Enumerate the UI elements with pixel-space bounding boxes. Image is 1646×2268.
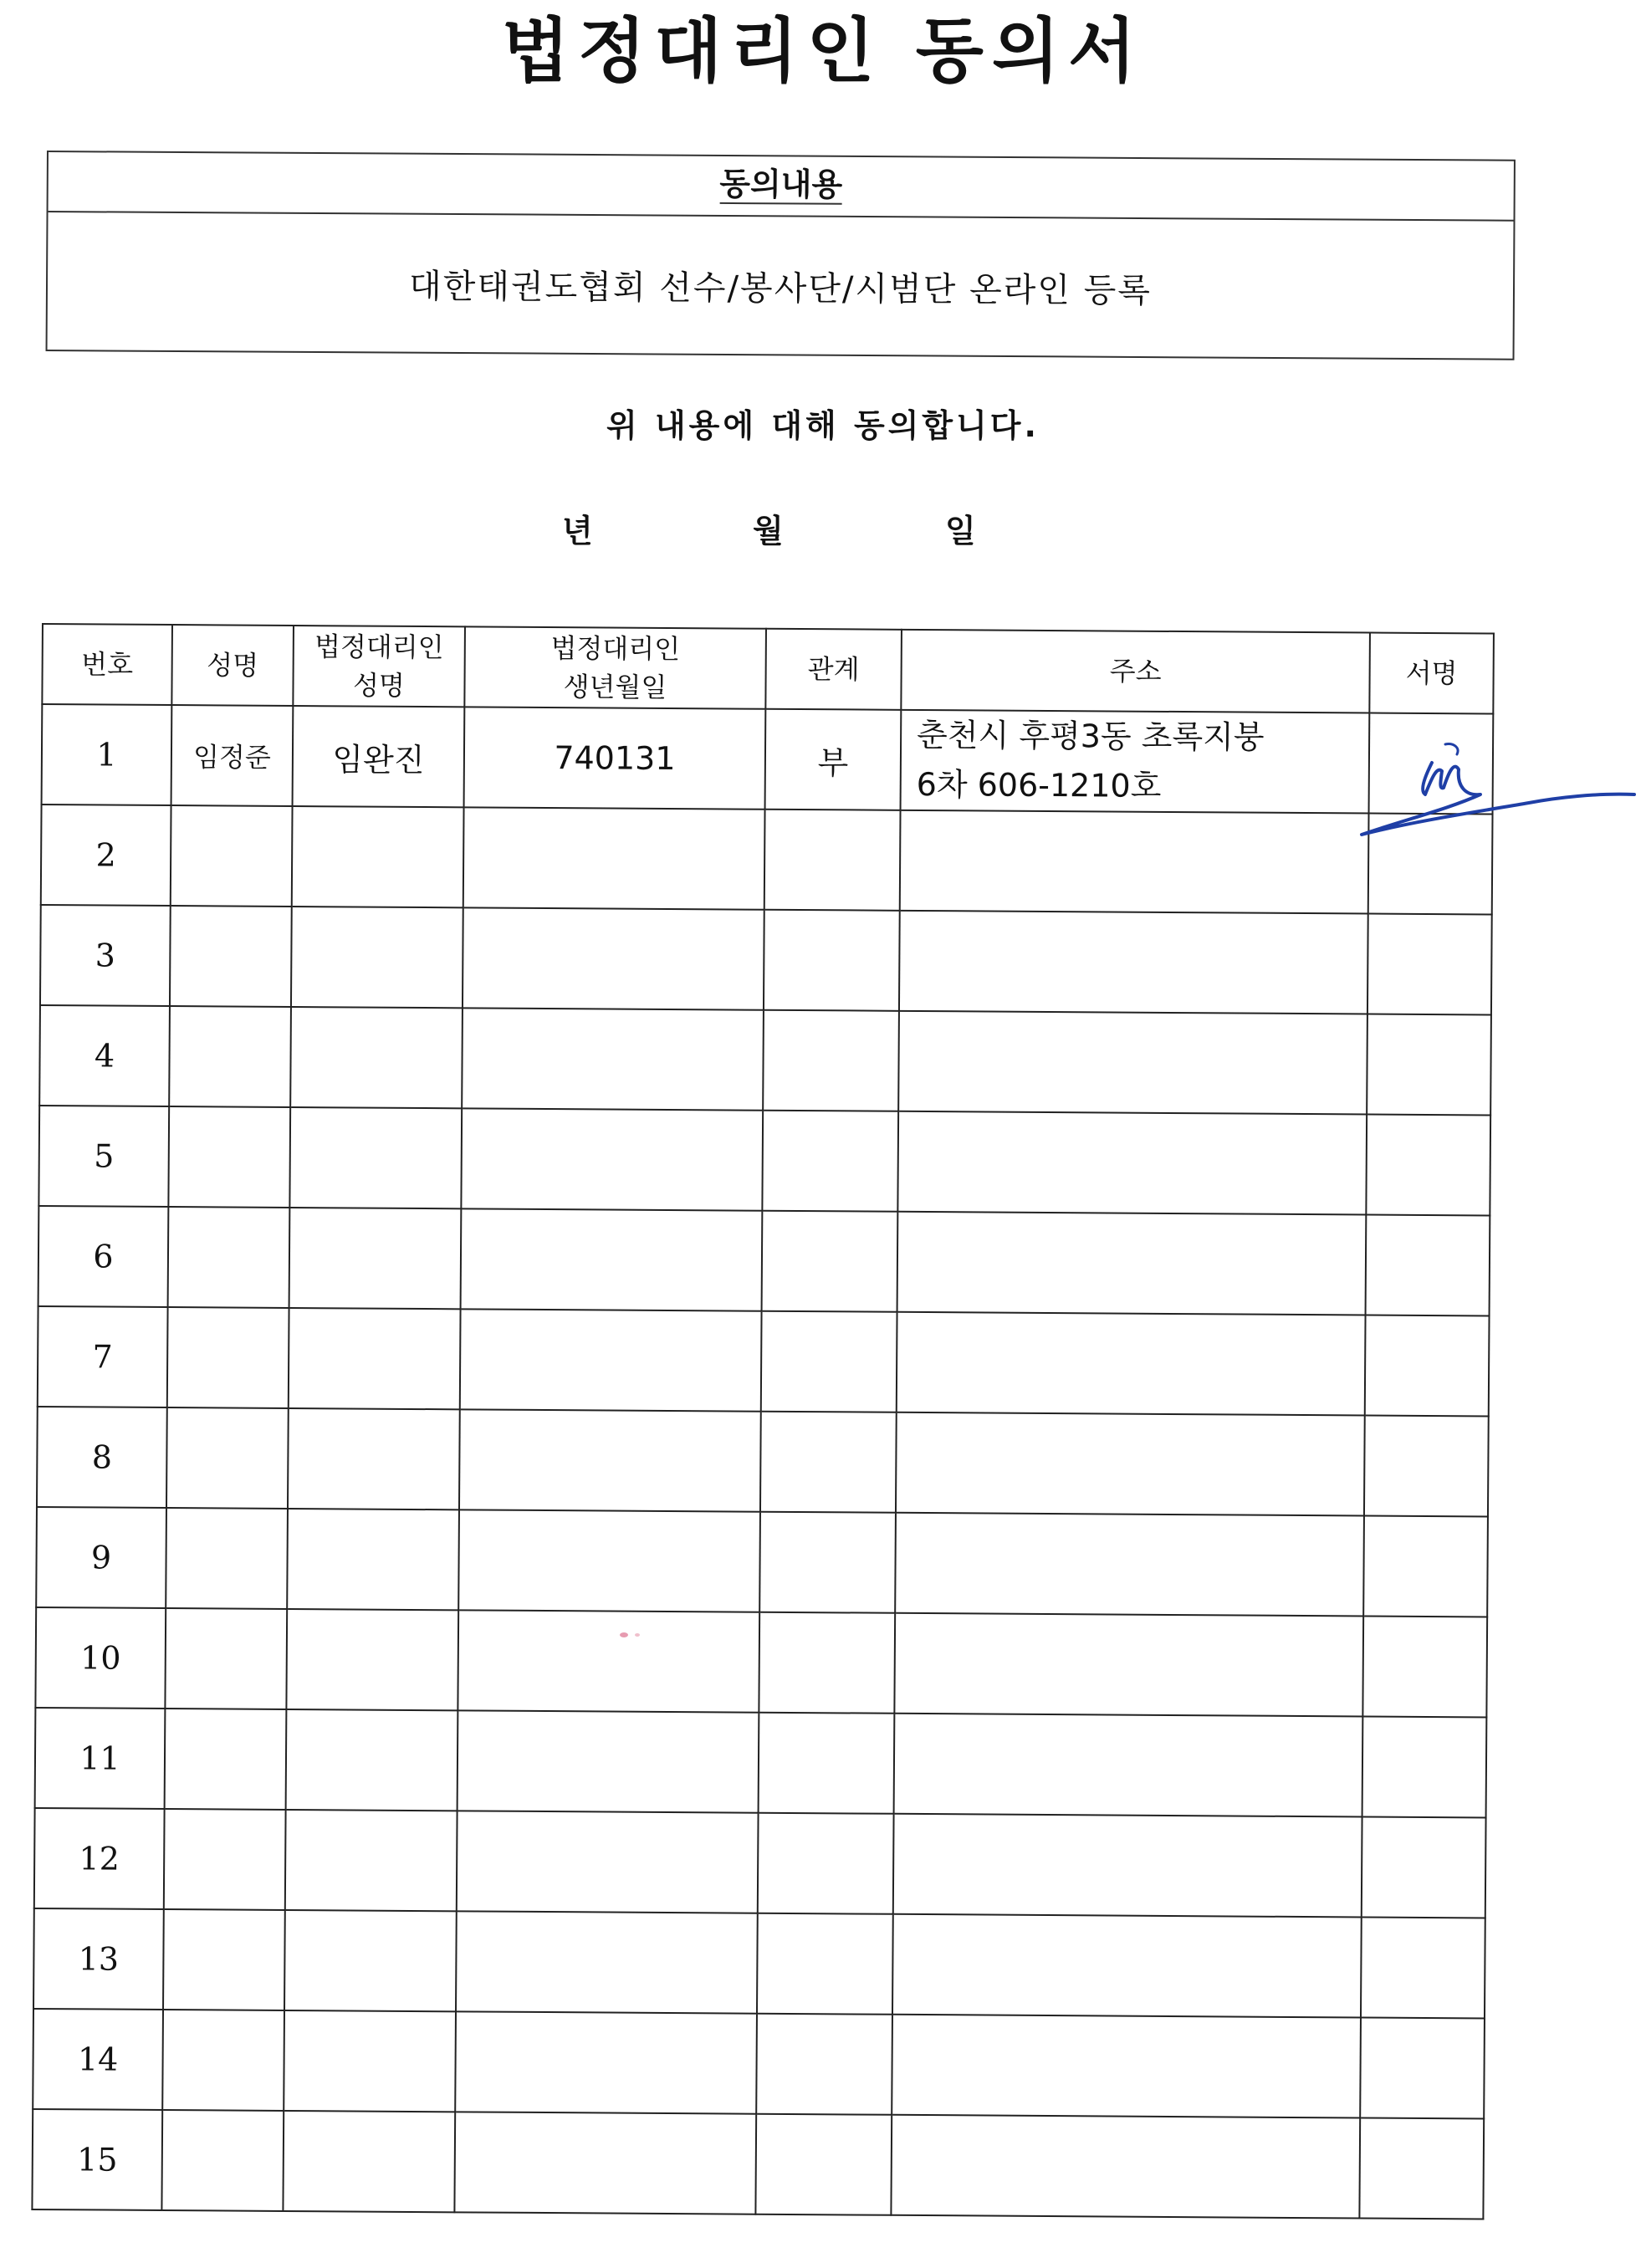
cell-no: 14 [33,2009,163,2110]
cell-address [894,1613,1363,1717]
header-address: 주소 [901,630,1370,713]
cell-guardian-birth [455,2011,757,2113]
cell-name [162,2010,284,2111]
header-guardian-name-line2: 성명 [352,669,406,702]
cell-name [166,1508,288,1609]
cell-guardian-name [289,1308,461,1409]
consent-box [46,151,1516,360]
cell-relation [759,1512,896,1613]
agreement-statement: 위 내용에 대해 동의합니다. [606,407,1040,444]
cell-signature[interactable] [1362,1817,1486,1918]
header-name: 성명 [171,625,294,706]
cell-no: 5 [38,1106,169,1207]
cell-relation [755,2114,892,2215]
cell-name [165,1709,287,1810]
cell-no: 4 [39,1005,170,1106]
cell-relation [763,1010,899,1111]
cell-relation [756,2014,892,2115]
consent-header-label: 동의내용 [719,166,843,203]
cell-guardian-name [289,1208,462,1309]
cell-guardian-birth [454,2112,756,2214]
cell-guardian-birth [462,1008,764,1110]
consent-header [49,152,1514,222]
cell-no: 13 [33,1908,164,2010]
cell-guardian-name [290,1007,463,1108]
cell-address [898,1011,1367,1115]
cell-relation [764,810,901,911]
date-month-label: 월 [753,513,784,549]
guardian-table [31,623,1495,2219]
cell-name: 임정준 [171,705,294,806]
cell-signature[interactable] [1362,1617,1487,1718]
cell-name [169,1006,291,1107]
cell-guardian-name [286,1709,458,1811]
cell-signature[interactable] [1367,1014,1491,1116]
cell-guardian-name [291,907,463,1008]
cell-no: 1 [42,704,172,805]
cell-guardian-birth [463,907,764,1009]
cell-guardian-birth [463,807,765,909]
cell-relation [759,1713,895,1814]
cell-relation [757,1913,893,2015]
cell-relation: 부 [765,709,902,810]
consent-content: 대한태권도협회 선수/봉사단/시범단 온라인 등록 [408,267,1153,310]
cell-no: 6 [38,1206,169,1307]
cell-address [894,1714,1363,1817]
cell-address [891,2115,1360,2219]
table-row [41,805,1493,915]
cell-address [897,1212,1367,1315]
header-signature: 서명 [1369,633,1494,714]
table-row [38,1106,1490,1216]
cell-address [895,1513,1364,1617]
cell-address [896,1412,1365,1516]
header-no: 번호 [42,624,172,705]
cell-name [166,1407,289,1509]
cell-guardian-name [284,1910,457,2011]
cell-guardian-birth: 740131 [464,707,766,809]
cell-signature[interactable] [1364,1416,1489,1517]
cell-guardian-birth [457,1811,759,1913]
cell-guardian-birth [458,1710,759,1812]
cell-name [168,1207,290,1308]
table-row [40,905,1492,1015]
cell-address [899,911,1368,1014]
cell-guardian-name [283,2111,455,2212]
cell-address [897,1312,1366,1416]
cell-guardian-birth [459,1409,761,1511]
ink-smudge [617,1631,642,1639]
cell-signature[interactable] [1361,1917,1485,2018]
cell-relation [762,1111,898,1212]
cell-name [164,1809,286,1910]
cell-address [897,1111,1367,1215]
cell-relation [760,1412,897,1513]
cell-guardian-name: 임완진 [293,706,465,807]
cell-name [165,1608,287,1709]
cell-signature[interactable] [1367,914,1492,1015]
cell-no: 9 [36,1507,166,1608]
table-row [38,1206,1490,1316]
cell-no: 12 [34,1808,165,1909]
date-year-label: 년 [562,513,593,549]
cell-no: 3 [40,905,171,1006]
table-row [42,704,1494,815]
header-guardian-birth [464,626,766,708]
cell-no: 8 [37,1407,167,1508]
cell-address [901,710,1370,814]
cell-relation [762,1211,898,1312]
cell-signature[interactable] [1360,2017,1485,2118]
date-day-label: 일 [945,513,976,549]
table-row [32,2109,1484,2219]
cell-no: 2 [41,805,171,906]
cell-name [171,805,293,907]
cell-name [170,906,292,1007]
cell-relation [761,1311,897,1412]
table-row [34,1808,1486,1918]
cell-no: 7 [38,1306,168,1407]
cell-guardian-birth [461,1108,763,1210]
table-row [33,1908,1485,2019]
header-guardian-name-line1: 법정대리인 [314,630,444,663]
cell-relation [759,1612,895,1714]
cell-guardian-name [285,1810,458,1911]
cell-guardian-birth [458,1509,760,1612]
cell-signature[interactable] [1365,1315,1490,1417]
table-row [36,1507,1488,1617]
cell-signature[interactable] [1363,1516,1488,1617]
cell-no: 15 [32,2109,162,2210]
cell-signature[interactable] [1366,1115,1490,1216]
cell-name [163,1909,285,2010]
table-row [35,1708,1487,1818]
cell-signature[interactable] [1366,1215,1490,1316]
cell-address [892,1914,1362,2018]
cell-relation [758,1813,894,1914]
cell-address [900,810,1369,914]
cell-name [168,1106,290,1208]
table-row [33,2009,1485,2119]
header-relation: 관계 [765,629,902,710]
table-row [39,1005,1491,1116]
cell-guardian-birth [460,1309,762,1411]
cell-address [893,1814,1362,1918]
table-row [38,1306,1490,1417]
header-guardian-birth-line2: 생년월일 [563,671,667,703]
cell-name [161,2110,284,2211]
header-guardian-name [293,626,465,707]
cell-no: 10 [35,1607,166,1709]
address-line-2: 6차 606-1210호 [916,765,1162,805]
cell-signature[interactable] [1359,2117,1484,2219]
table-header-row [42,624,1494,714]
table-row [35,1607,1487,1718]
handwritten-signature [1355,736,1639,845]
table-row [37,1407,1489,1517]
cell-guardian-name [286,1609,458,1710]
cell-signature[interactable] [1362,1717,1487,1818]
cell-guardian-name [287,1509,459,1610]
document-title: 법정대리인 동의서 [501,10,1145,92]
cell-guardian-birth [458,1610,759,1712]
cell-guardian-birth [461,1208,763,1310]
cell-name [167,1307,289,1408]
cell-guardian-name [284,2010,456,2112]
cell-guardian-name [288,1408,460,1509]
cell-guardian-birth [456,1911,758,2013]
cell-guardian-name [289,1107,462,1208]
header-guardian-birth-line1: 법정대리인 [550,631,681,665]
cell-address [892,2015,1361,2118]
address-line-1: 춘천시 후평3동 초록지붕 [916,717,1265,756]
cell-relation [764,910,900,1011]
cell-guardian-name [292,806,464,907]
cell-no: 11 [35,1708,166,1809]
